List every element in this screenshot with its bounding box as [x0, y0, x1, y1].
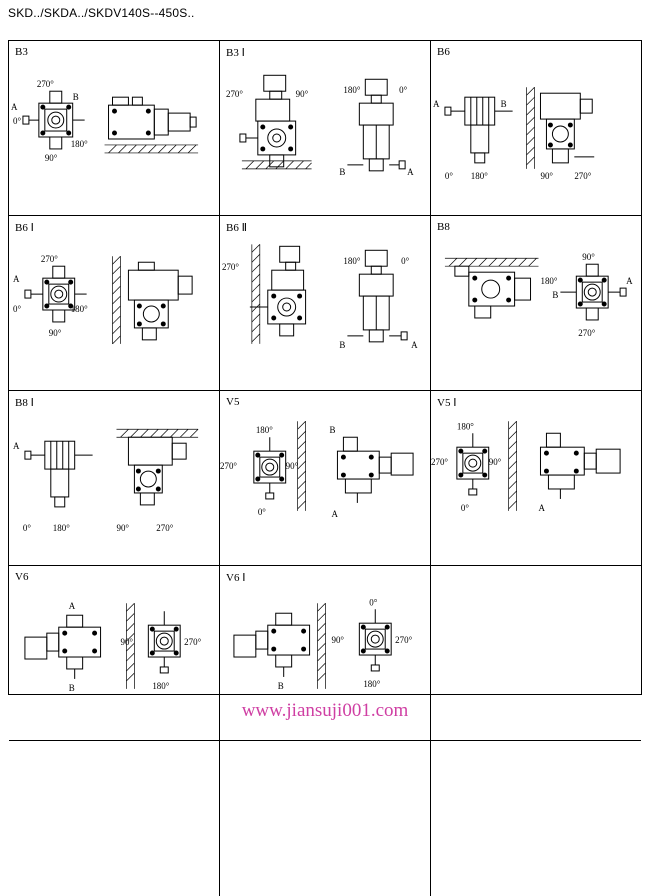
cell-b6-ii[interactable]: [220, 216, 431, 391]
angle-label: 270°: [221, 262, 239, 273]
angle-label: 180°: [343, 85, 361, 96]
angle-label: A: [68, 601, 76, 612]
angle-label: 180°: [456, 421, 474, 432]
angle-label: 270°: [156, 522, 174, 533]
cell-label: V5 Ⅰ: [437, 397, 457, 409]
angle-label: 180°: [343, 256, 361, 267]
cell-b6-i[interactable]: [9, 216, 220, 391]
grid-row: [9, 391, 641, 566]
cell-v5[interactable]: [220, 391, 431, 566]
cell-label: B6 Ⅰ: [15, 222, 34, 234]
angle-label: 90°: [582, 252, 595, 263]
angle-label: B: [552, 290, 559, 301]
cell-label: B3 Ⅰ: [226, 47, 245, 59]
cell-label: B3: [15, 46, 28, 58]
angle-label: B: [72, 92, 79, 103]
cell-label: B8 Ⅰ: [15, 397, 34, 409]
diagram-b3-i: [220, 57, 430, 215]
angle-label: 270°: [220, 461, 237, 472]
cell-b8[interactable]: [431, 216, 641, 391]
page-title: SKD../SKDA../SKDV140S--450S..: [8, 6, 195, 20]
angle-label: A: [432, 99, 440, 110]
diagram-b8: [431, 232, 641, 390]
angle-label: 90°: [488, 457, 502, 468]
angle-label: 0°: [369, 597, 378, 608]
angle-label: B: [500, 99, 507, 110]
cell-bottom-mid: [220, 741, 431, 896]
diagram-b6: [431, 57, 641, 215]
angle-label: 0°: [22, 522, 31, 533]
cell-label: B6: [437, 46, 450, 58]
angle-label: 270°: [431, 457, 448, 468]
angle-label: 90°: [295, 89, 309, 100]
angle-label: B: [68, 682, 75, 693]
angle-label: 270°: [225, 89, 243, 100]
angle-label: 270°: [40, 254, 58, 265]
diagram-b6-ii: [220, 232, 430, 390]
cell-label: V5: [226, 396, 240, 408]
diagram-b6-i: [9, 232, 219, 390]
cell-bottom-left: [9, 741, 220, 896]
angle-label: 0°: [12, 116, 22, 127]
watermark-text: www.jiansuji001.com: [241, 700, 409, 721]
angle-label: A: [12, 274, 20, 285]
angle-label: B: [339, 339, 346, 350]
cell-label: V6 Ⅰ: [226, 572, 246, 584]
angle-label: 180°: [70, 138, 88, 149]
angle-label: 180°: [255, 425, 273, 436]
angle-label: 270°: [395, 635, 413, 646]
angle-label: A: [626, 276, 633, 287]
angle-label: 270°: [36, 79, 54, 90]
mounting-positions-grid: [8, 40, 642, 695]
angle-label: 90°: [48, 327, 62, 338]
angle-label: 90°: [120, 637, 133, 648]
angle-label: 0°: [399, 85, 408, 96]
angle-label: 0°: [12, 303, 22, 314]
angle-label: 0°: [257, 506, 266, 517]
cell-b6[interactable]: [431, 41, 641, 216]
angle-label: 180°: [363, 678, 381, 689]
angle-label: 180°: [540, 276, 558, 287]
angle-label: A: [411, 339, 418, 350]
diagram-v5-i: [431, 407, 641, 565]
grid-row: [9, 41, 641, 216]
angle-label: 180°: [152, 680, 170, 691]
angle-label: 180°: [470, 170, 488, 181]
angle-label: 270°: [574, 170, 592, 181]
angle-label: 180°: [70, 303, 88, 314]
angle-label: A: [12, 441, 20, 452]
diagram-b3: [9, 57, 219, 215]
cell-label: B6 Ⅱ: [226, 222, 248, 234]
diagram-b8-i: [9, 407, 219, 565]
cell-label: B8: [437, 221, 450, 233]
angle-label: A: [538, 502, 545, 513]
cell-b3[interactable]: [9, 41, 220, 216]
grid-row: [9, 216, 641, 391]
cell-label: V6: [15, 571, 29, 583]
angle-label: B: [339, 166, 346, 177]
cell-b8-i[interactable]: [9, 391, 220, 566]
cell-v5-i[interactable]: [431, 391, 641, 566]
angle-label: 90°: [44, 152, 58, 163]
angle-label: A: [331, 508, 338, 519]
angle-label: 0°: [444, 170, 453, 181]
angle-label: 0°: [460, 502, 469, 513]
angle-label: B: [329, 425, 336, 436]
cell-bottom-right: [431, 741, 641, 896]
diagram-v5: [220, 407, 430, 565]
cell-b3-i[interactable]: [220, 41, 431, 216]
angle-label: B: [277, 680, 284, 691]
angle-label: 90°: [285, 461, 299, 472]
angle-label: A: [407, 166, 414, 177]
grid-row-bottom: [9, 741, 641, 896]
angle-label: 90°: [116, 522, 130, 533]
angle-label: A: [10, 102, 18, 113]
angle-label: 0°: [401, 256, 410, 267]
angle-label: 180°: [52, 522, 70, 533]
angle-label: 270°: [578, 327, 596, 338]
angle-label: 90°: [331, 635, 344, 646]
angle-label: 90°: [540, 170, 553, 181]
angle-label: 270°: [184, 637, 202, 648]
